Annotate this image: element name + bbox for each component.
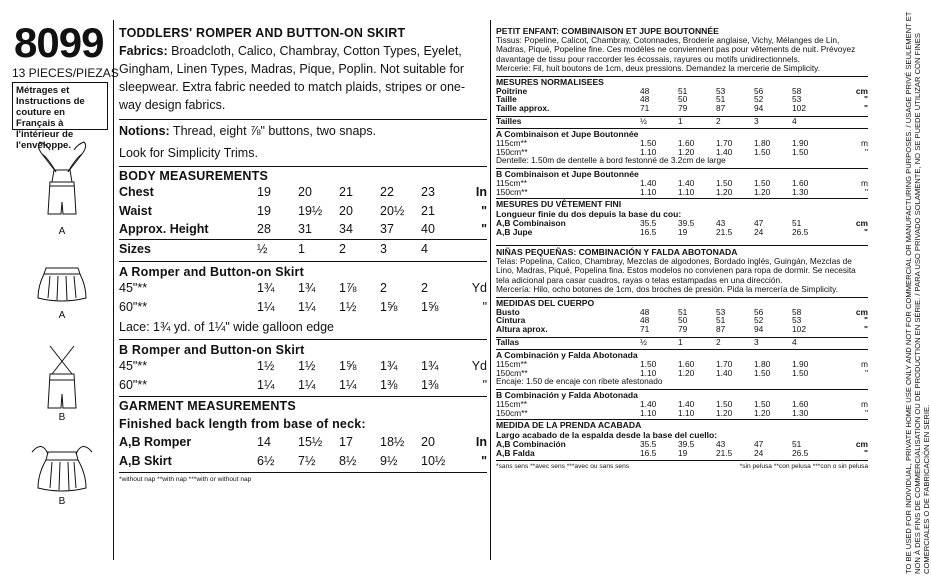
unit-cell: Yd [471,359,487,374]
cell-value: 87 [716,324,726,335]
cell-value: 1.70 [716,358,733,369]
cell-value: 1.40 [640,177,657,188]
size-value: 3 [754,337,759,348]
cell-value: 53 [792,315,802,326]
row-label: Waist [119,203,152,218]
cell-value: 51 [792,439,802,450]
size-value: 4 [421,241,428,256]
english-section [119,26,487,483]
row-label: A,B Romper [119,435,192,450]
cell-value: 79 [678,103,688,114]
cell-value: 35.5 [640,439,657,450]
piece-count: 13 PIECES/PIEZAS [12,66,119,80]
cell-value: 47 [754,218,764,229]
unit-cell: " [865,407,868,418]
size-value: 1 [678,116,683,127]
cell-value: 1.20 [716,407,733,418]
cell-value: 1.30 [792,407,809,418]
unit-cell: m [861,137,868,148]
fr-dentelle: Dentelle: 1.50m de dentelle à bord festonné de 3.2cm de large [496,155,726,166]
es-acabada-sub: Largo acabado de la espalda desde la base del cuello: [496,430,718,441]
unit-cell: " [864,315,868,326]
cell-value: 17 [339,435,353,450]
usage-notice-text: TO BE USED FOR INDIVIDUAL, PRIVATE HOME USE ONLY AND NOT FOR COMMERCIAL OR MANUFACTURING PURPOSES. / USAGE PRIVÉ SEULEMENT ET NON À DES FINS DE COMMERCIALISATION OU DE PRODUCTION EN SÉRIE. / PARA USO PRIVADO SOLAMENTE, NO SE PUEDE UTILIZAR CON FINES COMERCIALES O DE FABRICACIÓN EN SERIE. [904,11,931,574]
table-row [119,452,487,471]
cell-value: 71 [640,103,650,114]
cell-value: 2 [421,281,428,296]
view-a-title: A Romper and Button-on Skirt [119,265,304,279]
unit-cell: cm [855,306,868,317]
fr-nap-footnote: *sans sens **avec sens ***avec ou sans sens [496,463,630,470]
size-value: 4 [792,337,797,348]
cell-value: 53 [792,94,802,105]
cell-value: 52 [754,315,764,326]
cell-value: 1¼ [257,377,275,392]
cell-value: 1.40 [640,398,657,409]
cell-value: 20 [298,185,312,200]
cell-value: 53 [716,306,726,317]
row-label: A,B Skirt [119,453,172,468]
cell-value: 1.60 [792,398,809,409]
cell-value: 48 [640,306,650,317]
cell-value: 18½ [380,435,405,450]
cell-value: 53 [716,85,726,96]
cell-value: 24 [754,448,764,459]
fabrics-text: Broadcloth, Calico, Chambray, Cotton Types, Eyelet, Gingham, Linen Types, Madras, Pique, Poplin. Not suitable for sleepwear. Extra fabric needed to match plaids, stripes or one-way design fabrics. [119,44,466,112]
es-b-title: B Combinación y Falda Abotonada [496,389,638,400]
cell-value: 1⅞ [339,281,357,296]
size-value: 2 [339,241,346,256]
size-value: ½ [640,116,647,127]
cell-value: 1.50 [792,367,809,378]
cell-value: 21 [339,185,353,200]
cell-value: 20½ [380,203,405,218]
table-row [119,183,487,202]
cell-value: 56 [754,85,764,96]
unit-cell: " [482,377,487,392]
fabrics-paragraph [119,42,487,114]
cell-value: 50 [678,315,688,326]
unit-cell: " [481,222,487,237]
es-title: NIÑAS PEQUEÑAS: COMBINACIÓN Y FALDA ABOTONADA [496,247,738,257]
cell-value: 1.50 [754,146,771,157]
unit-cell: cm [855,439,868,450]
cell-value: 1¼ [257,299,275,314]
table-row [119,279,487,298]
row-label: Altura aprox. [496,324,548,335]
unit-cell: " [864,227,868,238]
fr-body-table [496,87,868,113]
es-encaje: Encaje: 1.50 de encaje con ribete afestonado [496,376,663,387]
cell-value: 20 [421,435,435,450]
size-value: 1 [678,337,683,348]
cell-value: 15½ [298,435,323,450]
sketch-romper-b [48,346,76,408]
es-body-table [496,308,868,334]
cell-value: 1¼ [298,377,316,392]
french-spanish-section [496,26,868,470]
cell-value: 43 [716,218,726,229]
cell-value: 1.50 [754,367,771,378]
fr-mesures-title: MESURES NORMALISEES [496,76,604,87]
unit-cell: m [861,358,868,369]
table-row [119,298,487,317]
cell-value: 58 [792,85,802,96]
row-label: Busto [496,306,520,317]
cell-value: 51 [792,218,802,229]
cell-value: 1⅝ [339,359,357,374]
size-value: ½ [257,241,268,256]
cell-value: 24 [754,227,764,238]
es-medidas-title: MEDIDAS DEL CUERPO [496,297,595,308]
table-row [496,325,868,334]
row-label: Taille approx. [496,103,550,114]
cell-value: 1.20 [678,146,695,157]
cell-value: 1.40 [678,398,695,409]
cell-value: 1.50 [716,177,733,188]
cell-value: 1.10 [640,186,657,197]
cell-value: 1.50 [792,146,809,157]
unit-cell: In [475,185,487,200]
cell-value: 51 [716,94,726,105]
cell-value: 19 [678,227,688,238]
back-length-note: Finished back length from base of neck: [119,417,366,431]
unit-cell: m [861,398,868,409]
cell-value: 1½ [339,299,357,314]
cell-value: 1.50 [716,398,733,409]
fr-mercerie: Mercerie: Fil, huit boutons de 1cm, deux pressions. Demandez la mercerie de Simplicity. [496,63,821,74]
table-row [119,357,487,376]
row-label: 115cm** [496,398,528,409]
cell-value: 19 [257,203,271,218]
row-label: 60"** [119,299,148,314]
es-merceria: Mercería: Hilo, ocho botones de 1cm, dos broches de presión. Pida la mercería de Simplicity. [496,284,839,295]
cell-value: 1.40 [716,146,733,157]
unit-cell: " [865,186,868,197]
cell-value: 1.50 [754,398,771,409]
cell-value: 31 [298,222,312,237]
body-measurements-table [119,183,487,239]
view-b-title: B Romper and Button-on Skirt [119,343,305,357]
cell-value: 1⅝ [380,299,398,314]
cell-value: 39.5 [678,439,695,450]
cell-value: 1.10 [678,186,695,197]
es-acabada-table [496,440,868,458]
cell-value: 1¾ [298,281,316,296]
sketch-label: B [58,412,66,423]
cell-value: 1.80 [754,358,771,369]
es-a-table [496,360,868,378]
cell-value: 1.60 [678,137,695,148]
cell-value: 94 [754,103,764,114]
fr-fini-table [496,219,868,237]
sketch-skirt-b [32,446,92,491]
sizes-label: Tallas [496,337,520,348]
fr-fini-title: MESURES DU VÊTEMENT FINI [496,199,622,210]
cell-value: 21.5 [716,448,733,459]
fr-b-title: B Combinaison et Jupe Boutonnée [496,168,639,179]
table-row [119,220,487,239]
unit-cell: cm [855,218,868,229]
cell-value: 1.50 [640,358,657,369]
cell-value: 39.5 [678,218,695,229]
unit-cell: " [865,367,868,378]
fr-a-table [496,139,868,157]
row-label: Approx. Height [119,222,209,237]
usage-notice [880,8,931,574]
cell-value: 19 [257,185,271,200]
cell-value: 1.40 [678,177,695,188]
es-sizes-table [496,338,868,347]
cell-value: 1¾ [380,359,398,374]
cell-value: 1.80 [754,137,771,148]
row-label: 115cm** [496,137,528,148]
view-a-yardage-table [119,279,487,316]
notions-paragraph [119,122,487,140]
cell-value: 1⅝ [421,299,439,314]
cell-value: 2 [380,281,387,296]
fabrics-label: Fabrics: [119,44,168,58]
table-row [119,202,487,221]
cell-value: 58 [792,306,802,317]
cell-value: 1.90 [792,358,809,369]
column-divider [113,20,114,560]
cell-value: 22 [380,185,394,200]
size-value: 3 [754,116,759,127]
cell-value: 19½ [298,203,323,218]
size-value: 1 [298,241,305,256]
cell-value: 43 [716,439,726,450]
cell-value: 26.5 [792,227,809,238]
cell-value: 48 [640,315,650,326]
cell-value: 1½ [257,359,275,374]
cell-value: 1.60 [792,177,809,188]
cell-value: 14 [257,435,271,450]
cell-value: 1¾ [421,359,439,374]
table-row [119,376,487,395]
row-label: 150cm** [496,186,528,197]
cell-value: 1¾ [257,281,275,296]
fr-a-title: A Combinaison et Jupe Boutonnée [496,128,639,139]
row-label: 45"** [119,359,148,374]
cell-value: 34 [339,222,353,237]
trims-note: Look for Simplicity Trims. [119,146,258,160]
cell-value: 28 [257,222,271,237]
cell-value: 102 [792,324,806,335]
cell-value: 56 [754,306,764,317]
column-divider [490,20,491,560]
cell-value: 1.20 [678,367,695,378]
unit-cell: " [864,103,868,114]
cell-value: 35.5 [640,218,657,229]
row-label: 150cm** [496,367,528,378]
row-label: Taille [496,94,517,105]
cell-value: 16.5 [640,448,657,459]
cell-value: 87 [716,103,726,114]
notions-text: Thread, eight ⅞" buttons, two snaps. [169,124,377,138]
es-a-title: A Combinación y Falda Abotonada [496,349,638,360]
cell-value: 1.20 [716,186,733,197]
row-label: A,B Combinaison [496,218,566,229]
cell-value: 1.40 [716,367,733,378]
table-row [496,228,868,237]
pattern-number: 8099 [14,19,104,66]
cell-value: 1.90 [792,137,809,148]
cell-value: 20 [339,203,353,218]
unit-cell: m [861,177,868,188]
cell-value: 51 [716,315,726,326]
row-label: 150cm** [496,146,528,157]
cell-value: 40 [421,222,435,237]
sketch-label: A [58,310,66,321]
cell-value: 1.10 [640,146,657,157]
cell-value: 1¼ [298,299,316,314]
sketch-label: A [58,226,66,237]
cell-value: 50 [678,94,688,105]
cell-value: 102 [792,103,806,114]
row-label: 115cm** [496,177,528,188]
cell-value: 48 [640,85,650,96]
cell-value: 52 [754,94,764,105]
table-row [496,188,868,197]
cell-value: 37 [380,222,394,237]
es-b-table [496,400,868,418]
cell-value: 71 [640,324,650,335]
sizes-row [496,117,868,126]
fr-title: PETIT ENFANT: COMBINAISON ET JUPE BOUTONNÉE [496,26,719,36]
table-row [496,409,868,418]
sketch-skirt-a [38,268,86,301]
notions-label: Notions: [119,124,170,138]
cell-value: 6½ [257,453,275,468]
unit-cell: " [864,324,868,335]
fr-b-table [496,179,868,197]
cell-value: 1.70 [716,137,733,148]
es-nap-footnote: *sin pelusa **con pelusa ***con o sin pelusa [739,463,868,470]
cell-value: 1.30 [792,186,809,197]
row-label: Cintura [496,315,526,326]
unit-cell: " [864,94,868,105]
french-instructions-note: Métrages et Instructions de couture en Français à l'intérieur de l'enveloppe. [12,82,108,130]
unit-cell: " [481,203,487,218]
cell-value: 26.5 [792,448,809,459]
table-row [496,449,868,458]
size-value: 2 [716,337,721,348]
size-value: 3 [380,241,387,256]
cell-value: 21.5 [716,227,733,238]
cell-value: 48 [640,94,650,105]
nap-footnote: *without nap **with nap ***with or without nap [119,476,252,483]
row-label: Chest [119,185,154,200]
cell-value: 10½ [421,453,446,468]
size-value: 4 [792,116,797,127]
row-label: 150cm** [496,407,528,418]
cell-value: 23 [421,185,435,200]
sizes-row [119,240,487,259]
cell-value: 1.50 [640,137,657,148]
size-value: ½ [640,337,647,348]
unit-cell: Yd [471,281,487,296]
cell-value: 19 [678,448,688,459]
sizes-label: Sizes [119,241,151,256]
sizes-table [119,240,487,259]
garment-measurements-table [119,433,487,470]
table-row [119,433,487,452]
unit-cell: " [864,448,868,459]
unit-cell: " [865,146,868,157]
row-label: A,B Jupe [496,227,533,238]
row-label: Poitrine [496,85,528,96]
garment-measurements-title: GARMENT MEASUREMENTS [119,399,296,413]
cell-value: 21 [421,203,435,218]
cell-value: 47 [754,439,764,450]
unit-cell: " [482,299,487,314]
fr-sizes-table [496,117,868,126]
sketch-romper-a [38,142,85,214]
row-label: A,B Combinación [496,439,566,450]
cell-value: 94 [754,324,764,335]
size-value: 2 [716,116,721,127]
cell-value: 1.50 [754,177,771,188]
table-row [496,104,868,113]
sizes-label: Tailles [496,116,522,127]
sizes-row [496,338,868,347]
cell-value: 8½ [339,453,357,468]
body-measurements-title: BODY MEASUREMENTS [119,169,269,183]
cell-value: 1.20 [754,186,771,197]
cell-value: 16.5 [640,227,657,238]
garment-sketches [12,136,112,556]
es-telas: Telas: Popelina, Calico, Chambray, Mezclas de algodones, Bordado inglés, Guingán, Mezclas de Lino, Madras, Piqué, Popelina fina. Estos modelos no convienen para ropa de dormir. Se necesita tela adicional para casar cuadros, rayas o telas estampadas en una dirección. [496,256,856,285]
pattern-title: TODDLERS' ROMPER AND BUTTON-ON SKIRT [119,26,406,40]
fr-tissus: Tissus: Popeline, Calicot, Chambray, Cotonnades, Broderie anglaise, Vichy, Mélanges de Lin, Madras, Piqué, Popeline fine. Ces modèles ne conviennent pas pour vêtements de nuit. Prévoyez davantage de tissu pour raccorder les écossais, rayures ou motifs unidirectionnels. [496,35,856,64]
unit-cell: In [475,435,487,450]
unit-cell: cm [855,85,868,96]
fr-fini-sub: Longueur finie du dos depuis la base du cou: [496,209,682,220]
cell-value: 1½ [298,359,316,374]
cell-value: 1¼ [339,377,357,392]
cell-value: 1⅜ [380,377,398,392]
row-label: 115cm** [496,358,528,369]
cell-value: 1.60 [678,358,695,369]
es-acabada-title: MEDIDA DE LA PRENDA ACABADA [496,420,642,431]
row-label: 45"** [119,281,148,296]
cell-value: 9½ [380,453,398,468]
cell-value: 1⅜ [421,377,439,392]
row-label: A,B Falda [496,448,535,459]
lace-note: Lace: 1¾ yd. of 1¼" wide galloon edge [119,320,335,334]
cell-value: 1.10 [640,407,657,418]
sketch-label: B [58,496,66,507]
cell-value: 79 [678,324,688,335]
cell-value: 51 [678,85,688,96]
row-label: 60"** [119,377,148,392]
cell-value: 1.20 [754,407,771,418]
view-b-yardage-table [119,357,487,394]
unit-cell: " [481,453,487,468]
cell-value: 7½ [298,453,316,468]
cell-value: 1.10 [640,367,657,378]
cell-value: 1.10 [678,407,695,418]
cell-value: 51 [678,306,688,317]
